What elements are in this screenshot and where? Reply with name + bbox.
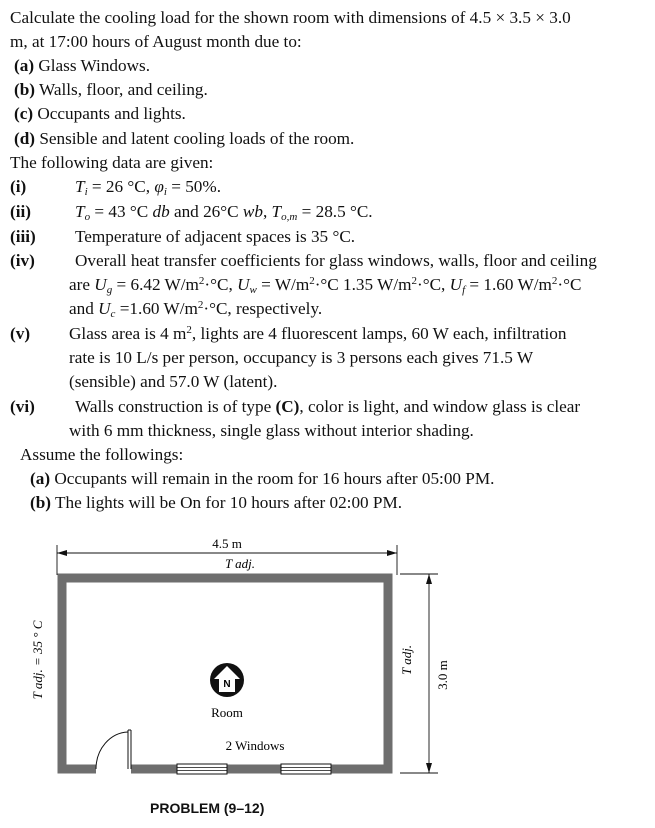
data-line: are $U_g = 6.42$ $W/m^2\cdot^\circ C$, $U_w = W/m^2\cdot^\circ C$ 1.35 $W/m^2\cdot^\circ C$, $U_f = 1.60$ $W/m^2\cdot^\circ C$ <box>69 275 582 296</box>
north-label: N <box>223 679 231 690</box>
windows-label: 2 Windows <box>225 738 285 753</box>
top-adj-label: T adj. <box>224 556 256 571</box>
list-item: (a) Glass Windows. <box>14 56 151 75</box>
data-line: $T_o = 43$ °C db and 26°C wb, $T_{o,m} = 28.5$ °C. <box>75 202 373 223</box>
window-right <box>281 764 331 774</box>
data-line: (sensible) and 57.0 W (latent). <box>69 372 278 391</box>
data-label: (vi) <box>10 397 35 416</box>
data-label: (iv) <box>10 251 35 270</box>
list-item: (b) The lights will be On for 10 hours after 02:00 PM. <box>30 493 403 512</box>
figure-caption: PROBLEM (9–12) <box>150 800 265 816</box>
data-label: (v) <box>10 324 31 343</box>
right-adj-label: T adj. <box>399 644 414 676</box>
data-label: (i) <box>10 177 27 196</box>
data-line: Walls construction is of type (C), color is light, and window glass is clear <box>75 397 581 416</box>
room-label: Room <box>211 705 243 720</box>
data-line: $T_i = 26$ °C, $\varphi_i = 50\%$. <box>75 177 221 198</box>
data-line: with 6 mm thickness, single glass without interior shading. <box>69 421 474 440</box>
list-item: (d) Sensible and latent cooling loads of the room. <box>14 129 355 148</box>
left-adj-label: T adj. = 35 ° C <box>30 620 45 700</box>
room-diagram <box>0 530 655 795</box>
data-label: (ii) <box>10 202 31 221</box>
window-left <box>177 764 227 774</box>
assume-heading: Assume the followings: <box>20 445 184 464</box>
data-line: rate is 10 L/s per person, occupancy is 3 persons each gives 71.5 W <box>69 348 534 367</box>
width-label: 4.5 m <box>212 536 242 551</box>
door-icon <box>96 730 131 774</box>
data-line: and $U_c =1.60$ $W/m^2\cdot^\circ C$, respectively. <box>69 299 323 320</box>
list-item: (c) Occupants and lights. <box>14 104 186 123</box>
height-label: 3.0 m <box>435 660 450 690</box>
given-heading: The following data are given: <box>10 153 214 172</box>
list-item: (b) Walls, floor, and ceiling. <box>14 80 208 99</box>
data-line: Temperature of adjacent spaces is 35 °C. <box>75 227 356 246</box>
list-item: (a) Occupants will remain in the room for 16 hours after 05:00 PM. <box>30 469 495 488</box>
data-line: Overall heat transfer coefficients for glass windows, walls, floor and ceiling <box>75 251 597 270</box>
data-label: (iii) <box>10 227 36 246</box>
intro-line-2: m, at 17:00 hours of August month due to: <box>10 32 302 51</box>
data-line: Glass area is 4 $m^2$, lights are 4 fluorescent lamps, 60 W each, infiltration <box>69 324 567 343</box>
intro-line-1: Calculate the cooling load for the shown room with dimensions of 4.5 × 3.5 × 3.0 <box>10 8 571 27</box>
